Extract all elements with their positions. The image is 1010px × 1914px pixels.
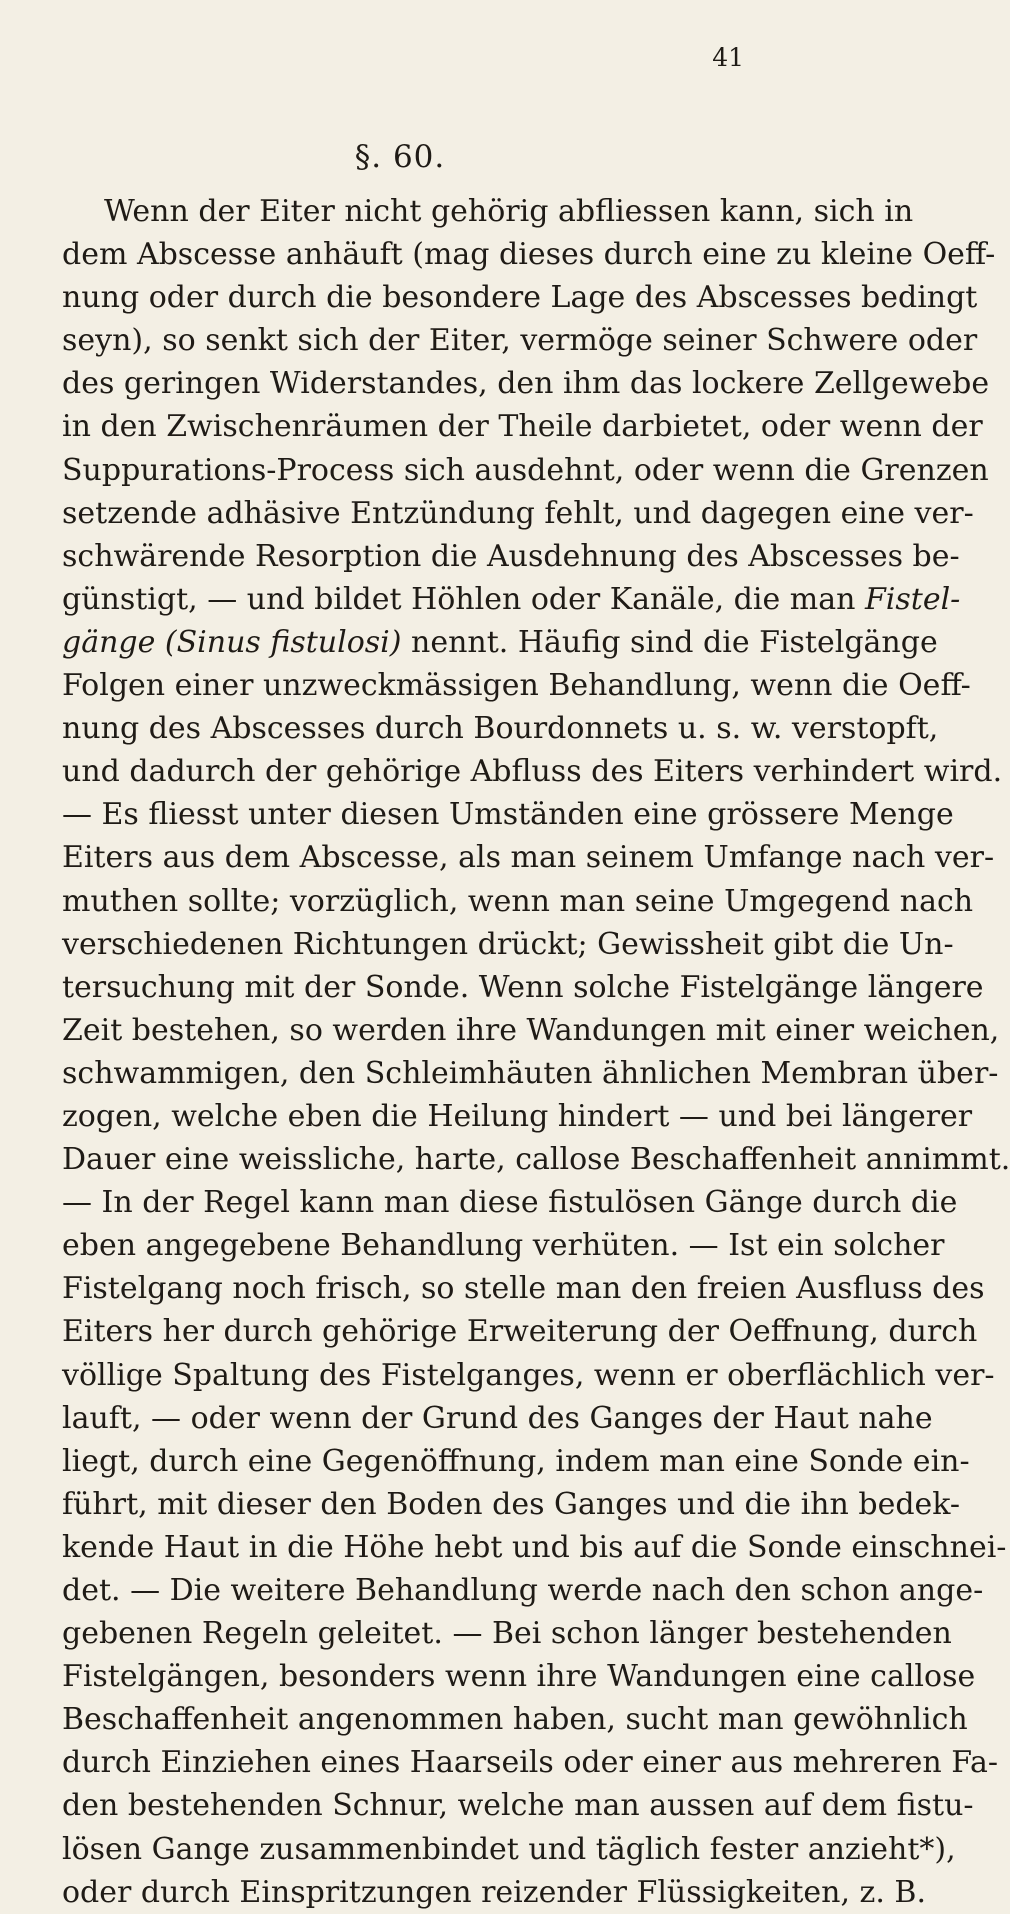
text-line: Beschaffenheit angenommen haben, sucht man gewöhnlich — [62, 1702, 968, 1738]
text-line: führt, mit dieser den Boden des Ganges und die ihn bedek- — [62, 1486, 961, 1522]
text-line: dem Abscesse anhäuft (mag dieses durch eine zu kleine Oeff- — [62, 237, 996, 273]
text-line: des geringen Widerstandes, den ihm das lockere Zellgewebe — [62, 366, 990, 402]
text-line: setzende adhäsive Entzündung fehlt, und dagegen eine ver- — [62, 495, 974, 531]
text-line: Dauer eine weissliche, harte, callose Beschaffenheit annimmt. — [62, 1142, 1010, 1178]
text-line: gebenen Regeln geleitet. — Bei schon länger bestehenden — [62, 1616, 952, 1652]
text-line: lauft, — oder wenn der Grund des Ganges der Haut nahe — [62, 1400, 933, 1436]
text-line: verschiedenen Richtungen drückt; Gewissheit gibt die Un- — [62, 926, 954, 962]
page-number: 41 — [712, 43, 744, 72]
text-line: Eiters her durch gehörige Erweiterung der Oeffnung, durch — [62, 1314, 978, 1350]
text-line: zogen, welche eben die Heilung hindert — und bei längerer — [62, 1098, 973, 1134]
text-line: durch Einziehen eines Haarseils oder einer aus mehreren Fa- — [62, 1745, 999, 1781]
text-line — [62, 578, 961, 621]
text-line: det. — Die weitere Behandlung werde nach den schon ange- — [62, 1573, 984, 1608]
text-line — [62, 621, 938, 664]
text-fragment: nennt. Häufig sind die Fistelgänge — [411, 624, 938, 660]
text-line: den bestehenden Schnur, welche man aussen auf dem fistu- — [62, 1788, 974, 1824]
text-line: — Es fliesst unter diesen Umständen eine grössere Menge — [62, 797, 954, 833]
text-line: schwammigen, den Schleimhäuten ähnlichen Membran über- — [62, 1055, 999, 1091]
text-line: in den Zwischenräumen der Theile darbietet, oder wenn der — [62, 409, 983, 445]
text-line: Folgen einer unzweckmässigen Behandlung, wenn die Oeff- — [62, 668, 971, 704]
text-line: seyn), so senkt sich der Eiter, vermöge seiner Schwere oder — [62, 323, 978, 359]
text-line: muthen sollte; vorzüglich, wenn man seine Umgegend nach — [62, 883, 974, 919]
body-text — [62, 190, 1010, 1914]
section-heading: §. 60. — [354, 139, 446, 175]
text-line: Fistelgängen, besonders wenn ihre Wandungen eine callose — [62, 1659, 976, 1695]
text-line: völlige Spaltung des Fistelganges, wenn er oberflächlich ver- — [62, 1357, 995, 1393]
text-line: schwärende Resorption die Ausdehnung des Abscesses be- — [62, 538, 960, 574]
text-line: kende Haut in die Höhe hebt und bis auf die Sonde einschnei- — [62, 1529, 1007, 1565]
text-line: eben angegebene Behandlung verhüten. — Ist ein solcher — [62, 1228, 945, 1264]
text-fragment: günstigt, — und bildet Höhlen oder Kanäle, die man — [62, 581, 856, 617]
italic-term: Fistel- — [864, 581, 961, 617]
text-line: — In der Regel kann man diese fistulösen Gänge durch die — [62, 1185, 958, 1221]
text-line: Eiters aus dem Abscesse, als man seinem Umfange nach ver- — [62, 840, 995, 876]
text-line: Zeit bestehen, so werden ihre Wandungen mit einer weichen, — [62, 1012, 1000, 1048]
text-line: Suppurations-Process sich ausdehnt, oder wenn die Grenzen — [62, 452, 989, 488]
text-line: tersuchung mit der Sonde. Wenn solche Fistelgänge längere — [62, 969, 984, 1005]
text-line: oder durch Einspritzungen reizender Flüssigkeiten, z. B. — [62, 1874, 927, 1910]
text-line: lösen Gange zusammenbindet und täglich fester anzieht*), — [62, 1831, 956, 1867]
text-line: nung oder durch die besondere Lage des Abscesses bedingt — [62, 280, 978, 316]
text-line: Fistelgang noch frisch, so stelle man den freien Ausfluss des — [62, 1271, 985, 1307]
text-line: und dadurch der gehörige Abfluss des Eiters verhindert wird. — [62, 754, 1003, 790]
text-line: nung des Abscesses durch Bourdonnets u. s. w. verstopft, — [62, 711, 939, 747]
text-line: liegt, durch eine Gegenöffnung, indem man eine Sonde ein- — [62, 1443, 970, 1479]
text-line: Wenn der Eiter nicht gehörig abfliessen kann, sich in — [104, 194, 914, 229]
italic-term: gänge (Sinus fistulosi) — [62, 624, 402, 660]
